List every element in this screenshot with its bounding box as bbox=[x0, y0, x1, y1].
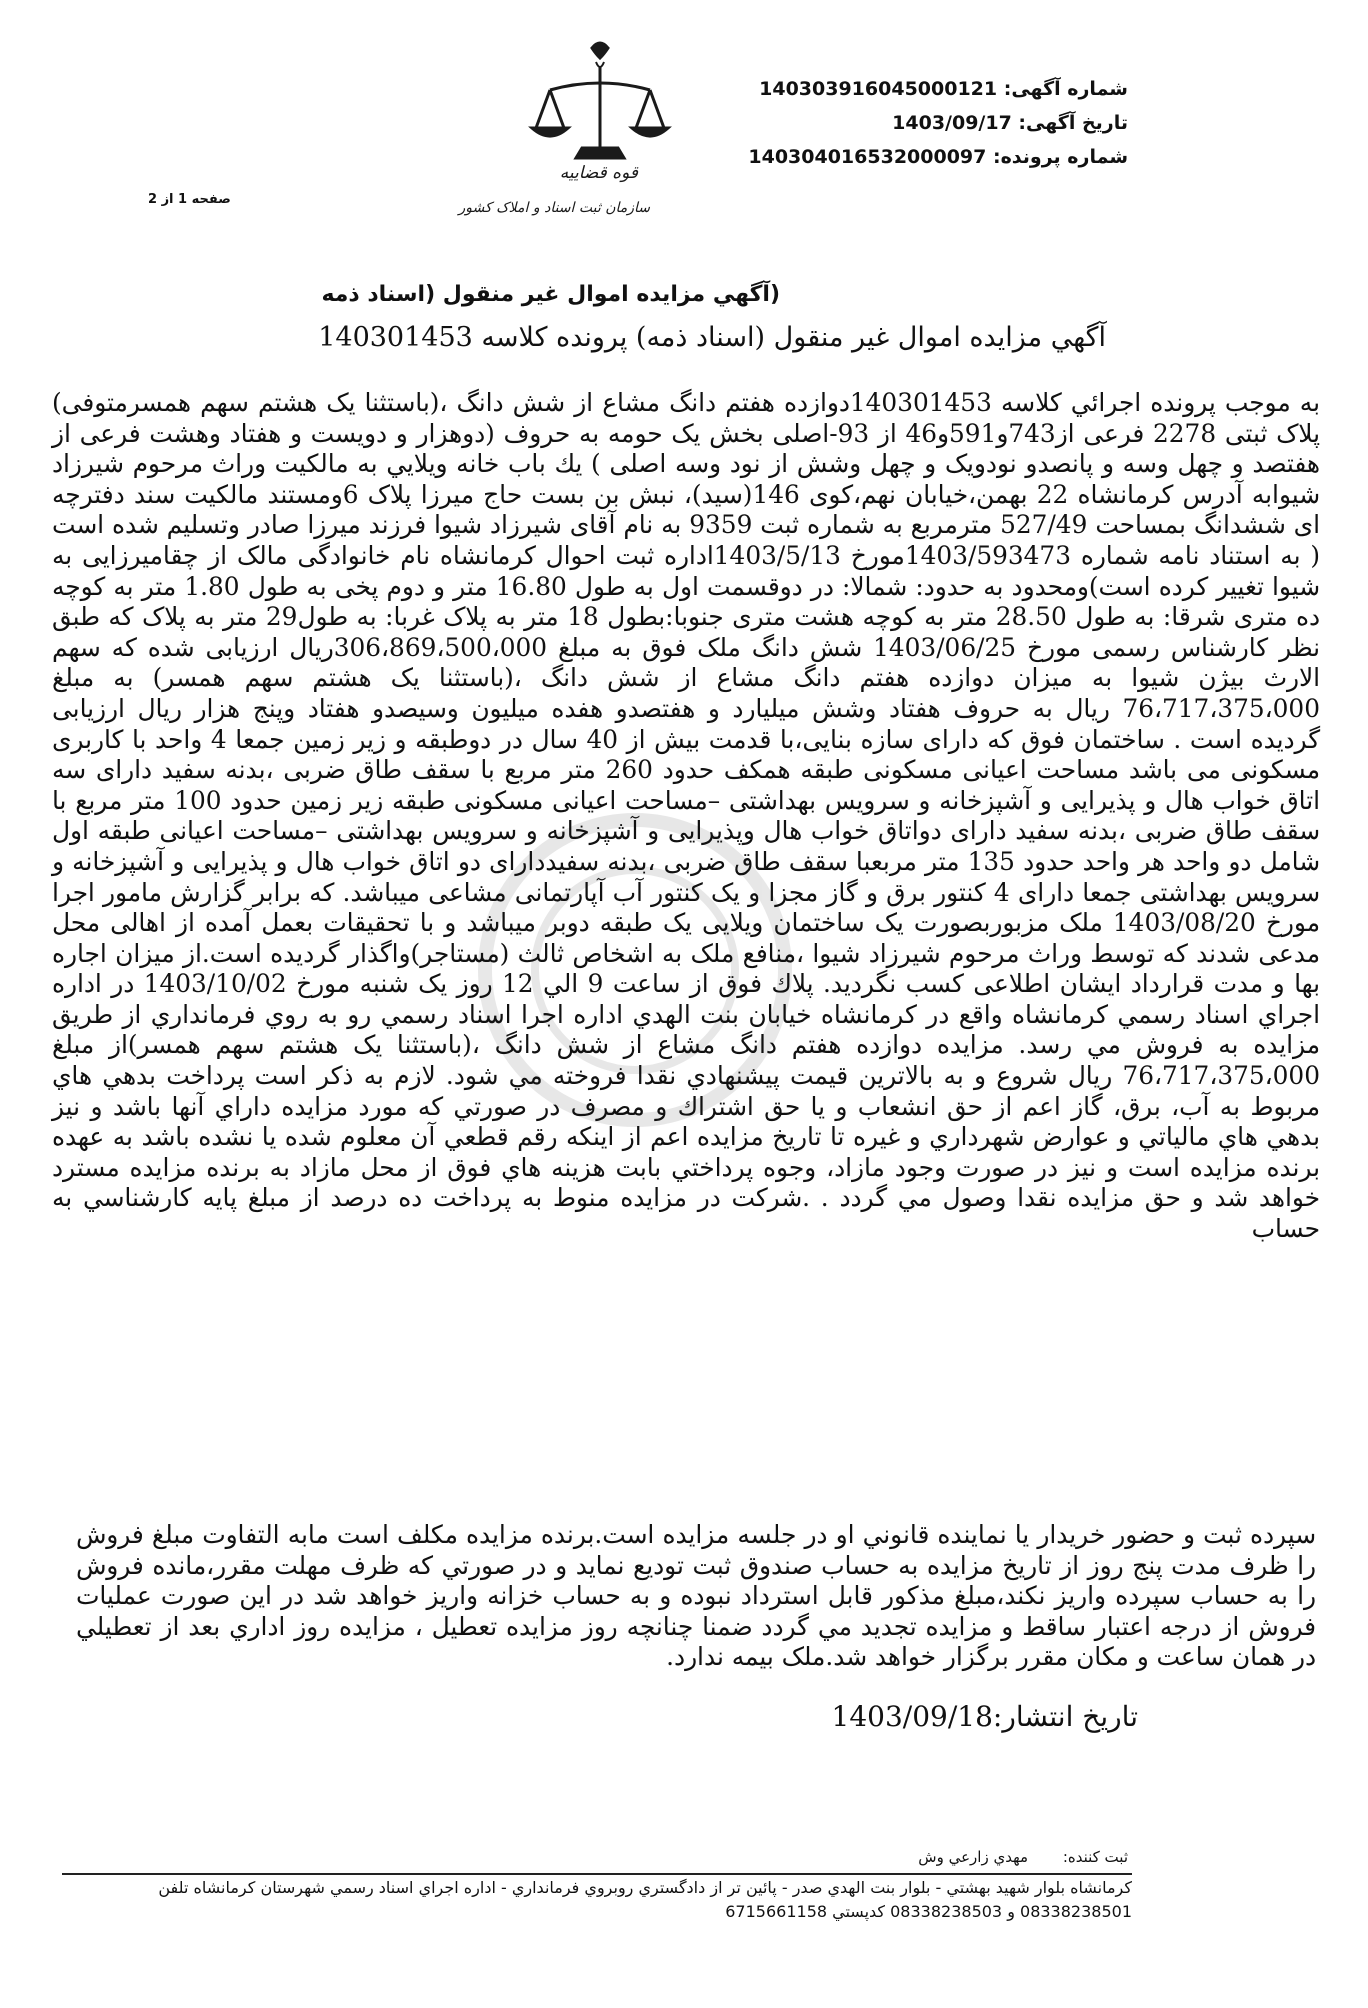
recorder-name: مهدي زارعي وش bbox=[918, 1848, 1029, 1866]
ad-number-row bbox=[748, 72, 1128, 106]
ad-date-label: تاریخ آگهی: bbox=[1018, 112, 1128, 134]
scales-of-justice-emblem-icon bbox=[458, 36, 690, 236]
ad-number-label: شماره آگهی: bbox=[1003, 78, 1128, 100]
publication-date bbox=[832, 1700, 1139, 1733]
case-number-label: شماره پرونده: bbox=[992, 146, 1128, 168]
judiciary-logo bbox=[458, 36, 690, 236]
announcement-body: به موجب پرونده اجرائي كلاسه 140301453دوازده هفتم دانگ مشاع از شش دانگ ،(باستثنا يک هشتم سهم همسرمتوفی) پلاک ثبتی 2278 فرعی از743و591و46 از 93-اصلی بخش یک حومه به حروف (دوهزار و دویست و هفتاد وهشت فرعی از هفتصد و چهل وسه و پانصدو نودویک و چهل وشش از نود وسه اصلی ) يك باب خانه ويلايي به مالكيت وراث مرحوم شیرزاد شیوابه آدرس کرمانشاه 22 بهمن،خیابان نهم،کوی 146(سید)، نبش بن بست حاج میرزا پلاک 6ومستند مالکیت سند دفترچه ای ششدانگ بمساحت 527/49 مترمربع به شماره ثبت 9359 به نام آقای شیرزاد شیوا فرزند میرزا صادر وتسلیم شده است ( به استناد نامه شماره 1403/593473مورخ 1403/5/13اداره ثبت احوال کرمانشاه نام خانوادگی مالک از چقامیرزایی به شیوا تغییر کرده است)ومحدود به حدود: شمالا: در دوقسمت اول به طول 16.80 متر و دوم پخی به طول 1.80 متر به کوچه ده متری شرقا: به طول 28.50 متر به کوچه هشت متری جنوبا:بطول 18 متر به پلاک غربا: به طول29 متر به پلاک که طبق نظر کارشناس رسمی مورخ 1403/06/25 شش دانگ ملک فوق به مبلغ 306،869،500،000ریال ارزیابی شده که سهم الارث بیژن شیوا به میزان دوازده هفتم دانگ مشاع از شش دانگ ،(باستثنا يک هشتم سهم همسر) به مبلغ 76،717،375،000 ریال به حروف هفتاد وشش میلیارد و هفتصدو هفده میلیون وسیصدو هفتاد وپنج هزار ریال ارزیابی گردیده است . ساختمان فوق که دارای سازه بنایی،با قدمت بیش از 40 سال در دوطبقه و زیر زمین جمعا 4 واحد با کاربری مسکونی می باشد مساحت اعیانی مسکونی طبقه همکف حدود 260 متر مربع با سقف طاق ضربی ،بدنه سفید دارای سه اتاق خواب هال و پذیرایی و آشپزخانه و سرویس بهداشتی –مساحت اعیانی مسکونی طبقه زیر زمین حدود 100 متر مربع با سقف طاق ضربی ،بدنه سفید دارای دواتاق خواب هال وپذیرایی و آشپزخانه و سرویس بهداشتی –مساحت اعیانی طبقه اول شامل دو واحد هر واحد حدود 135 متر مربعبا سقف طاق ضربی ،بدنه سفیددارای دو اتاق خواب هال و پذیرایی و آشپزخانه و سرویس بهداشتی جمعا دارای 4 کنتور برق و گاز مجزا و یک کنتور آب آپارتمانی مشاعی میباشد. که برابر گزارش مامور اجرا مورخ 1403/08/20 ملک مزبوربصورت یک ساختمان ویلایی یک طبقه دوبر میباشد و با تحقیقات بعمل آمده از اهالی محل مدعی شدند که توسط وراث مرحوم شیرزاد شیوا ،منافع ملک به اشخاص ثالث (مستاجر)واگذار گردیده است.از میزان اجاره بها و مدت قرارداد ایشان اطلاعی کسب نگردید. پلاك فوق از ساعت 9 الي 12 روز یک شنبه مورخ 1403/10/02 در اداره اجراي اسناد رسمي كرمانشاه واقع در كرمانشاه خيابان بنت الهدي اداره اجرا اسناد رسمي رو به روي فرمانداري از طريق مزايده به فروش مي رسد. مزايده دوازده هفتم دانگ مشاع از شش دانگ ،(باستثنا يک هشتم سهم همسر)از مبلغ 76،717،375،000 ريال شروع و به بالاترين قيمت پيشنهادي نقدا فروخته مي شود. لازم به ذكر است پرداخت بدهي هاي مربوط به آب، برق، گاز اعم از حق انشعاب و يا حق اشتراك و مصرف در صورتي كه مورد مزايده داراي آنها باشد و نيز بدهي هاي مالياتي و عوارض شهرداري و غيره تا تاريخ مزايده اعم از اينكه رقم قطعي آن معلوم شده يا نشده باشد به عهده برنده مزايده است و نيز در صورت وجود مازاد، وجوه پرداختي بابت هزينه هاي فوق از محل مازاد به برنده مزايده مسترد خواهد شد و حق مزايده نقدا وصول مي گردد . .شركت در مزايده منوط به پرداخت ده درصد از مبلغ پايه كارشناسي به حساب bbox=[52, 388, 1321, 1244]
publication-date-value: 1403/09/18 bbox=[831, 1700, 993, 1733]
case-number: 140304016532000097 bbox=[748, 146, 987, 168]
announcement-title: (آگهي مزايده اموال غير منقول (اسناد ذمه bbox=[321, 282, 780, 307]
ad-date: 1403/09/17 bbox=[892, 112, 1012, 134]
logo-text-line1: قوه قضاییه bbox=[559, 163, 638, 183]
ad-metadata bbox=[748, 72, 1128, 174]
recorder-label: ثبت کننده: bbox=[1062, 1848, 1128, 1866]
case-number-row bbox=[748, 140, 1128, 174]
page-indicator: صفحه 1 از 2 bbox=[148, 192, 231, 207]
publication-date-label: تاریخ انتشار: bbox=[992, 1700, 1138, 1733]
footer-line2: 08338238501 و 08338238503 كدپستي 6715661158 bbox=[725, 1902, 1132, 1921]
logo-text-line2: سازمان ثبت اسناد و املاک کشور bbox=[458, 200, 650, 216]
announcement-subtitle: آگهي مزايده اموال غير منقول (اسناد ذمه) پرونده كلاسه 140301453 bbox=[318, 322, 1106, 353]
ad-number: 140303916045000121 bbox=[759, 78, 998, 100]
footer-address bbox=[62, 1876, 1132, 1924]
footer-line1: كرمانشاه بلوار شهيد بهشتي - بلوار بنت الهدي صدر - پائين تر از دادگستري روبروي فرمانداري - اداره اجراي اسناد رسمي شهرستان كرمانشاه تلفن bbox=[158, 1878, 1132, 1897]
footer-divider bbox=[62, 1873, 1132, 1875]
recorder bbox=[918, 1848, 1128, 1866]
ad-date-row bbox=[748, 106, 1128, 140]
announcement-body-continued: سپرده ثبت و حضور خريدار يا نماينده قانوني او در جلسه مزايده است.برنده مزايده مكلف است مابه التفاوت مبلغ فروش را ظرف مدت پنج روز از تاريخ مزايده به حساب صندوق ثبت توديع نمايد و در صورتي كه ظرف مهلت مقرر،مانده فروش را به حساب سپرده واريز نكند،مبلغ مذكور قابل استرداد نبوده و به حساب خزانه واريز خواهد شد در اين صورت عمليات فروش از درجه اعتبار ساقط و مزايده تجديد مي گردد ضمنا چنانچه روز مزايده تعطيل ، مزايده روز اداري بعد از تعطيلي در همان ساعت و مكان مقرر برگزار خواهد شد.ملک بیمه ندارد. bbox=[76, 1520, 1316, 1672]
